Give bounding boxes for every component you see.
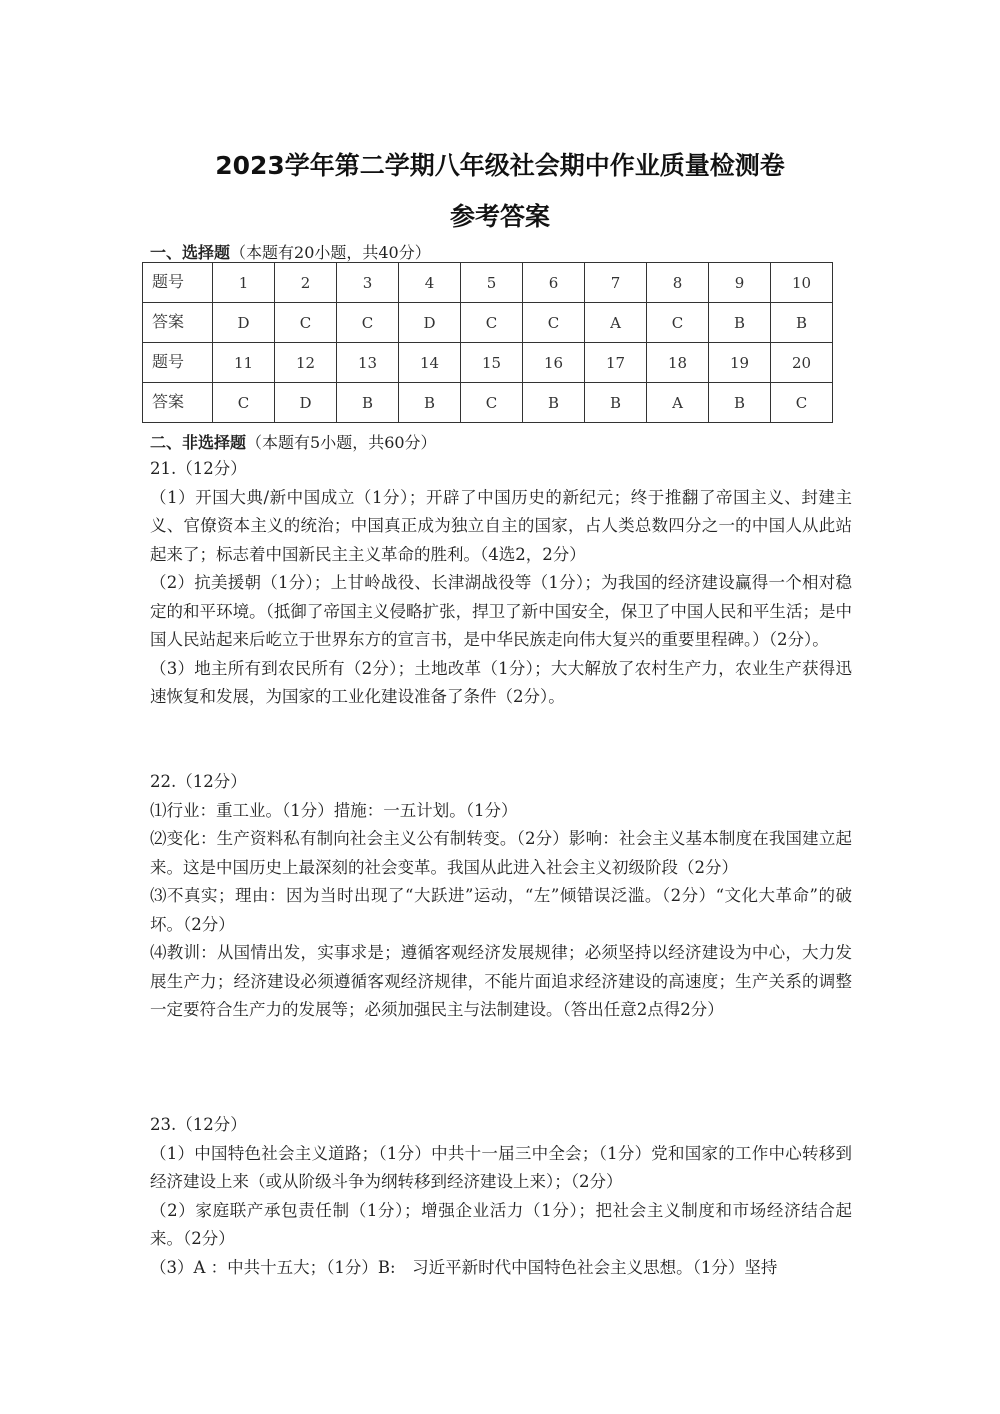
section2-note: （本题有5小题，共60分） <box>246 433 437 452</box>
answer-table-cell: 1 <box>213 263 275 303</box>
answer-table-cell: 5 <box>461 263 523 303</box>
answer-table-cell: C <box>337 303 399 343</box>
answer-table-cell: C <box>771 383 833 423</box>
answer-table-cell: 13 <box>337 343 399 383</box>
answer-table-row-label: 题号 <box>143 343 213 383</box>
answer-table-cell: C <box>523 303 585 343</box>
answer-table-cell: C <box>461 383 523 423</box>
answer-table-cell: 10 <box>771 263 833 303</box>
answer-table-cell: D <box>399 303 461 343</box>
question-23-line: （1）中国特色社会主义道路；（1分）中共十一届三中全会；（1分）党和国家的工作中心转移到经济建设上来（或从阶级斗争为纲转移到经济建设上来）；（2分） <box>150 1143 852 1191</box>
answer-table-cell: 20 <box>771 343 833 383</box>
answer-table-cell: C <box>213 383 275 423</box>
answer-table-cell: D <box>213 303 275 343</box>
answer-table-row <box>143 383 833 423</box>
answer-table-cell: 18 <box>647 343 709 383</box>
answer-table-cell: 15 <box>461 343 523 383</box>
question-22-line: ⑷教训：从国情出发，实事求是；遵循客观经济发展规律；必须坚持以经济建设为中心，大力发展生产力；经济建设必须遵循客观经济规律，不能片面追求经济建设的高速度；生产关系的调整一定要符合生产力的发展等；必须加强民主与法制建设。（答出任意2点得2分） <box>150 943 852 1019</box>
answer-table-cell: 12 <box>275 343 337 383</box>
answer-table-row <box>143 343 833 383</box>
question-22-line: ⑵变化：生产资料私有制向社会主义公有制转变。（2分）影响：社会主义基本制度在我国建立起来。这是中国历史上最深刻的社会变革。我国从此进入社会主义初级阶段（2分） <box>150 829 852 877</box>
question-23-header: 23.（12分） <box>150 1115 247 1134</box>
answer-table-cell: B <box>709 303 771 343</box>
answer-table-cell: B <box>399 383 461 423</box>
answer-table-body <box>143 263 833 423</box>
answer-table-cell: A <box>647 383 709 423</box>
question-21 <box>150 455 852 712</box>
question-22-header: 22.（12分） <box>150 772 247 791</box>
answer-table-cell: 4 <box>399 263 461 303</box>
question-21-header: 21.（12分） <box>150 459 247 478</box>
answer-table-row <box>143 303 833 343</box>
question-22-line: ⑴行业：重工业。（1分）措施：一五计划。（1分） <box>150 800 518 820</box>
question-23 <box>150 1111 852 1282</box>
answer-table-cell: 11 <box>213 343 275 383</box>
question-21-line: （3）地主所有到农民所有（2分）；土地改革（1分）；大大解放了农村生产力，农业生产获得迅速恢复和发展，为国家的工业化建设准备了条件（2分）。 <box>150 658 852 706</box>
answer-table-cell: 9 <box>709 263 771 303</box>
answer-table-cell: 8 <box>647 263 709 303</box>
question-23-line: （3）A ：中共十五大；（1分）B: 习近平新时代中国特色社会主义思想。（1分）坚持 <box>150 1257 778 1277</box>
question-22-line: ⑶不真实；理由：因为当时出现了“大跃进”运动，“左”倾错误泛滥。（2分）“文化大革命”的破坏。（2分） <box>150 886 852 934</box>
answer-table-cell: 2 <box>275 263 337 303</box>
answer-table-cell: 14 <box>399 343 461 383</box>
answer-table-cell: 6 <box>523 263 585 303</box>
question-21-line: （1）开国大典/新中国成立（1分）；开辟了中国历史的新纪元；终于推翻了帝国主义、封建主义、官僚资本主义的统治；中国真正成为独立自主的国家，占人类总数四分之一的中国人从此站起来了；标志着中国新民主主义革命的胜利。（4选2，2分） <box>150 487 852 564</box>
answer-table-cell: D <box>275 383 337 423</box>
answer-table <box>142 262 833 423</box>
answer-table-row-label: 答案 <box>143 383 213 423</box>
answer-table-row-label: 题号 <box>143 263 213 303</box>
answer-table-cell: 17 <box>585 343 647 383</box>
answer-table-cell: 16 <box>523 343 585 383</box>
answer-table-cell: 7 <box>585 263 647 303</box>
answer-table-row <box>143 263 833 303</box>
answer-table-cell: C <box>461 303 523 343</box>
answer-table-cell: C <box>647 303 709 343</box>
document-subtitle: 参考答案 <box>449 202 550 231</box>
question-22 <box>150 768 852 1025</box>
question-21-line: （2）抗美援朝（1分）；上甘岭战役、长津湖战役等（1分）；为我国的经济建设赢得一个相对稳定的和平环境。（抵御了帝国主义侵略扩张，捍卫了新中国安全，保卫了中国人民和平生活；是中国人民站起来后屹立于世界东方的宣言书，是中华民族走向伟大复兴的重要里程碑。）（2分）。 <box>150 573 852 649</box>
document-title: 2023学年第二学期八年级社会期中作业质量检测卷 <box>215 151 785 180</box>
answer-table-cell: B <box>337 383 399 423</box>
answer-table-cell: A <box>585 303 647 343</box>
answer-table-cell: B <box>709 383 771 423</box>
answer-table-cell: B <box>771 303 833 343</box>
section1-title: 一、选择题 <box>150 243 231 262</box>
answer-table-cell: 3 <box>337 263 399 303</box>
answer-table-cell: C <box>275 303 337 343</box>
section1-note: （本题有20小题，共40分） <box>230 243 431 262</box>
section2-heading <box>150 430 437 453</box>
answer-table-row-label: 答案 <box>143 303 213 343</box>
answer-table-cell: B <box>585 383 647 423</box>
answer-table-cell: 19 <box>709 343 771 383</box>
section1-heading <box>150 240 431 263</box>
section2-title: 二、非选择题 <box>150 433 247 452</box>
answer-table-cell: B <box>523 383 585 423</box>
question-23-line: （2）家庭联产承包责任制（1分）；增强企业活力（1分）；把社会主义制度和市场经济结合起来。（2分） <box>150 1200 852 1248</box>
